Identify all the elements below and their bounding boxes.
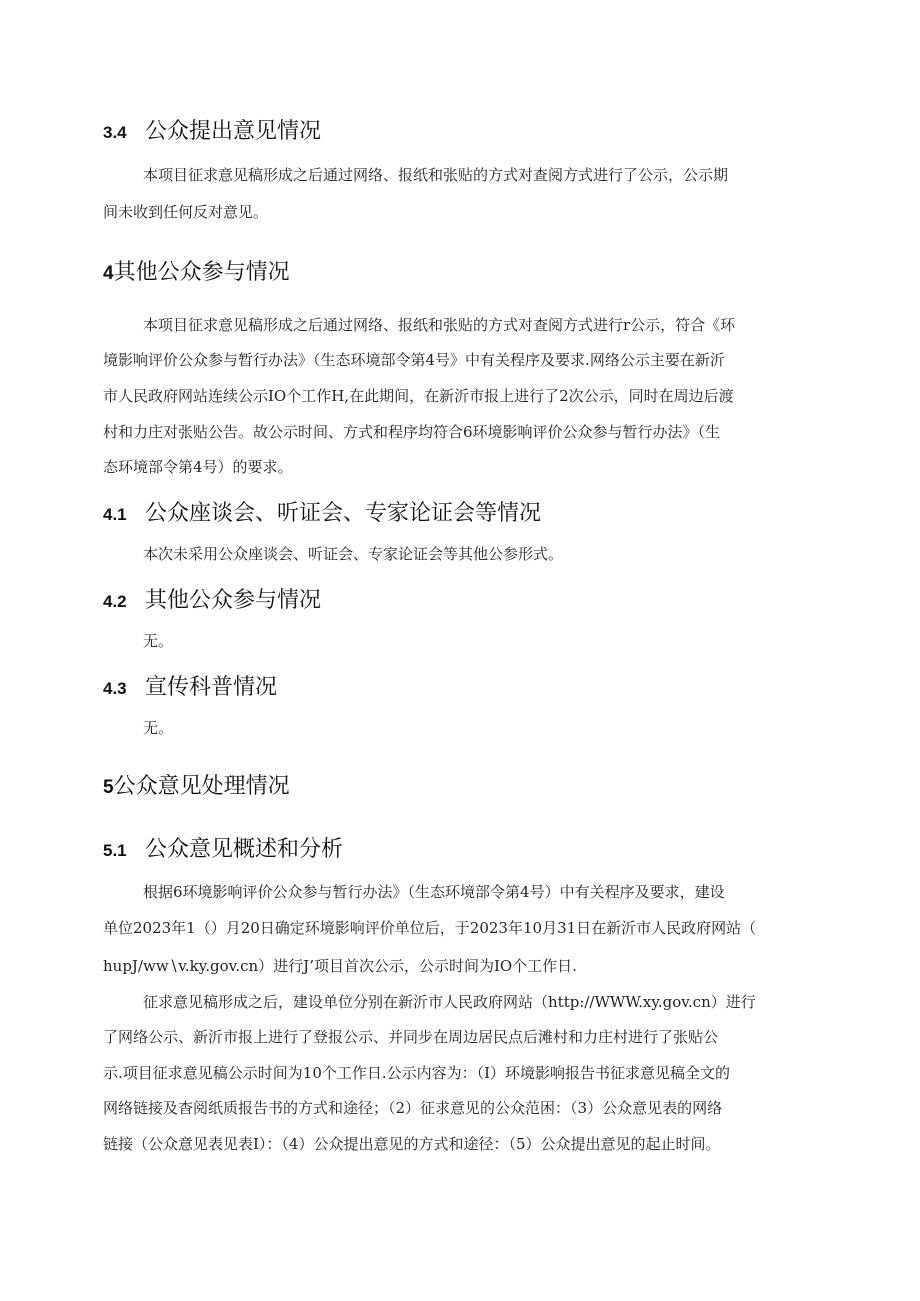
heading-5-1 — [103, 835, 343, 866]
paragraph-line: 了网络公示、新沂市报上进行了登报公示、并同步在周边居民点后滩村和力庄村进行了张贴公 — [103, 1028, 719, 1046]
heading-number: 4.3 — [103, 679, 127, 698]
paragraph-line: 征求意见稿形成之后，建设单位分别在新沂市人民政府网站（http://WWW.xy.gov.cn）进行 — [143, 993, 756, 1011]
paragraph-line: hupJ∕ww∖v.ky.gov.cn）进行J’项目首次公示，公示时间为IO个工作日. — [103, 957, 577, 975]
heading-number: 3.4 — [103, 123, 127, 142]
heading-3-4 — [103, 117, 321, 148]
paragraph-line: 境影响评价公众参与暂行办法》（生态环境部令第4号》中有关程序及要求.网络公示主要在新沂 — [103, 351, 725, 369]
paragraph-line: 本项目征求意见稿形成之后通过网络、报纸和张贴的方式对查阅方式进行了公示，公示期 — [143, 166, 729, 184]
paragraph-line: 单位2023年1（）月20日确定环境影响评价单位后，于2023年10月31日在新沂市人民政府网站（ — [103, 919, 757, 937]
heading-title: 公众座谈会、听证会、专家论证会等情况 — [145, 501, 542, 526]
heading-number: 4.1 — [103, 505, 127, 524]
paragraph-line: 根据6环境影响评价公众参与暂行办法》（生态环境部令第4号）中有关程序及要求，建设 — [143, 883, 725, 901]
heading-number: 4 — [103, 263, 114, 284]
heading-title: 公众意见处理情况 — [113, 774, 290, 799]
paragraph-line: 本项目征求意见稿形成之后通过网络、报纸和张贴的方式对查阅方式进行r公示，符合《环 — [143, 316, 736, 334]
heading-5 — [103, 772, 290, 803]
paragraph-line: 无。 — [143, 632, 174, 650]
paragraph-line: 网络链接及杳阅纸质报告书的方式和途径；（2）征求意见的公众范困：（3）公众意见表的网络 — [103, 1099, 723, 1117]
paragraph-line: 态环境部令第4号）的要求。 — [103, 458, 293, 476]
heading-title: 宣传科普情况 — [145, 675, 278, 700]
heading-4-2 — [103, 586, 321, 617]
paragraph-line: 间未收到任何反对意见。 — [103, 203, 269, 221]
heading-title: 公众意见概述和分析 — [145, 837, 344, 862]
paragraph-line: 本次未采用公众座谈会、听证会、专家论证会等其他公参形式。 — [143, 545, 564, 563]
paragraph-line: 无。 — [143, 719, 174, 737]
paragraph-line: 示.项目征求意见稿公示时间为10个工作日.公示内容为：（I）环境影响报告书征求意见稿全文的 — [103, 1064, 731, 1082]
heading-4-3 — [103, 673, 277, 704]
heading-title: 公众提出意见情况 — [145, 119, 322, 144]
heading-title: 其他公众参与情况 — [145, 588, 322, 613]
paragraph-line: 市人民政府网站连续公示IO个工作H,在此期间，在新沂市报上进行了2次公示，同时在周边后渡 — [103, 387, 734, 405]
heading-number: 4.2 — [103, 592, 127, 611]
heading-number: 5 — [103, 777, 114, 798]
paragraph-line: 村和力庄对张贴公告。故公示时间、方式和程序均符合6环境影响评价公众参与暂行办法》（生 — [103, 423, 721, 441]
heading-4 — [103, 258, 290, 289]
heading-4-1 — [103, 499, 541, 530]
paragraph-line: 链接（公众意见表见表I）：（4）公众提出意见的方式和途径：（5）公众提出意见的起止时间。 — [103, 1135, 721, 1153]
heading-title: 其他公众参与情况 — [113, 260, 290, 285]
heading-number: 5.1 — [103, 841, 127, 860]
